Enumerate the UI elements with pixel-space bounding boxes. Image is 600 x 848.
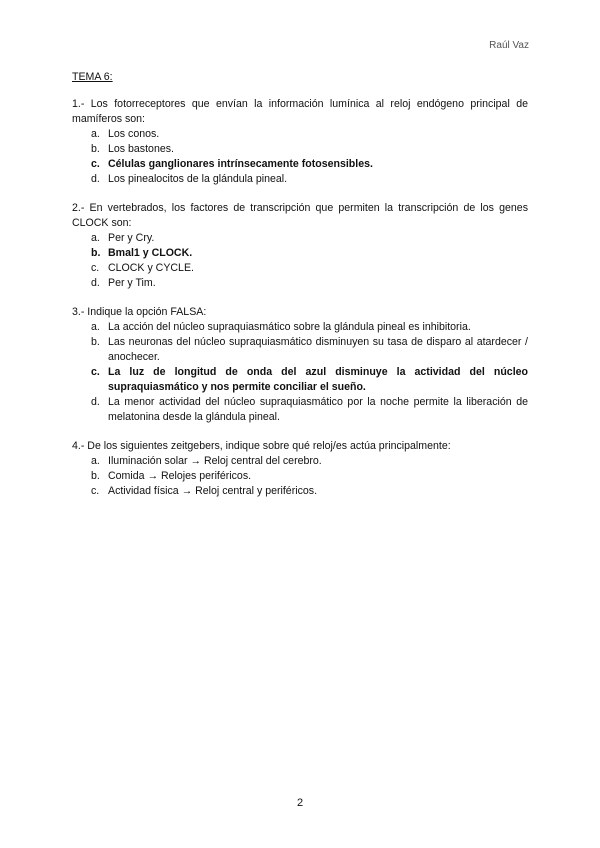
option-a [72,454,528,469]
option-text: Células ganglionares intrínsecamente fotosensibles. [108,158,373,170]
option-text: Actividad física → Reloj central y periféricos. [108,485,318,497]
question-stem: 2.- En vertebrados, los factores de transcripción que permiten la transcripción de los genes CLOCK son: [72,202,528,229]
options-list [72,127,528,187]
option-text: La acción del núcleo supraquiasmático sobre la glándula pineal es inhibitoria. [108,321,471,333]
option-text: CLOCK y CYCLE. [108,262,194,274]
option-a [72,320,528,335]
option-text: Los pinealocitos de la glándula pineal. [108,173,288,185]
section-title: TEMA 6: [72,71,113,83]
option-b-correct [72,246,528,261]
question-4 [72,439,528,499]
option-a [72,231,528,246]
options-list [72,231,528,291]
option-letter: a. [91,321,100,333]
option-letter: d. [91,396,100,408]
option-text: La menor actividad del núcleo supraquiasmático por la noche permite la liberación de melatonina desde la glándula pineal. [108,396,528,423]
option-text: La luz de longitud de onda del azul disminuye la actividad del núcleo supraquiasmático y nos permite conciliar el sueño. [108,366,528,393]
option-letter: c. [91,158,100,170]
question-stem: 3.- Indique la opción FALSA: [72,306,207,318]
option-letter: b. [91,336,100,348]
option-c [72,484,528,499]
option-letter: a. [91,128,100,140]
option-letter: b. [91,470,100,482]
question-2 [72,201,528,291]
page-number: 2 [296,797,304,809]
option-letter: c. [91,262,100,274]
option-letter: d. [91,277,100,289]
option-text: Los conos. [108,128,160,140]
option-d [72,276,528,291]
document-body [72,71,528,513]
question-1 [72,97,528,187]
option-b [72,142,528,157]
option-c-correct [72,365,528,395]
option-c-correct [72,157,528,172]
option-text: Per y Tim. [108,277,156,289]
option-text: Bmal1 y CLOCK. [108,247,193,259]
option-letter: b. [91,143,100,155]
option-letter: a. [91,455,100,467]
option-letter: c. [91,485,100,497]
option-text: Las neuronas del núcleo supraquiasmático disminuyen su tasa de disparo al atardecer / anochecer. [108,336,528,363]
option-letter: c. [91,366,100,378]
option-d [72,395,528,425]
option-c [72,261,528,276]
question-3 [72,305,528,425]
option-letter: a. [91,232,100,244]
option-text: Per y Cry. [108,232,155,244]
option-letter: d. [91,173,100,185]
question-stem: 4.- De los siguientes zeitgebers, indique sobre qué reloj/es actúa principalmente: [72,440,451,452]
question-stem: 1.- Los fotorreceptores que envían la información lumínica al reloj endógeno principal de mamíferos son: [72,98,528,125]
option-b [72,335,528,365]
option-b [72,469,528,484]
option-text: Comida → Relojes periféricos. [108,470,252,482]
option-text: Iluminación solar → Reloj central del cerebro. [108,455,322,467]
option-a [72,127,528,142]
options-list [72,320,528,425]
option-letter: b. [91,247,101,259]
author-name: Raúl Vaz [489,40,529,51]
options-list [72,454,528,499]
option-d [72,172,528,187]
option-text: Los bastones. [108,143,174,155]
